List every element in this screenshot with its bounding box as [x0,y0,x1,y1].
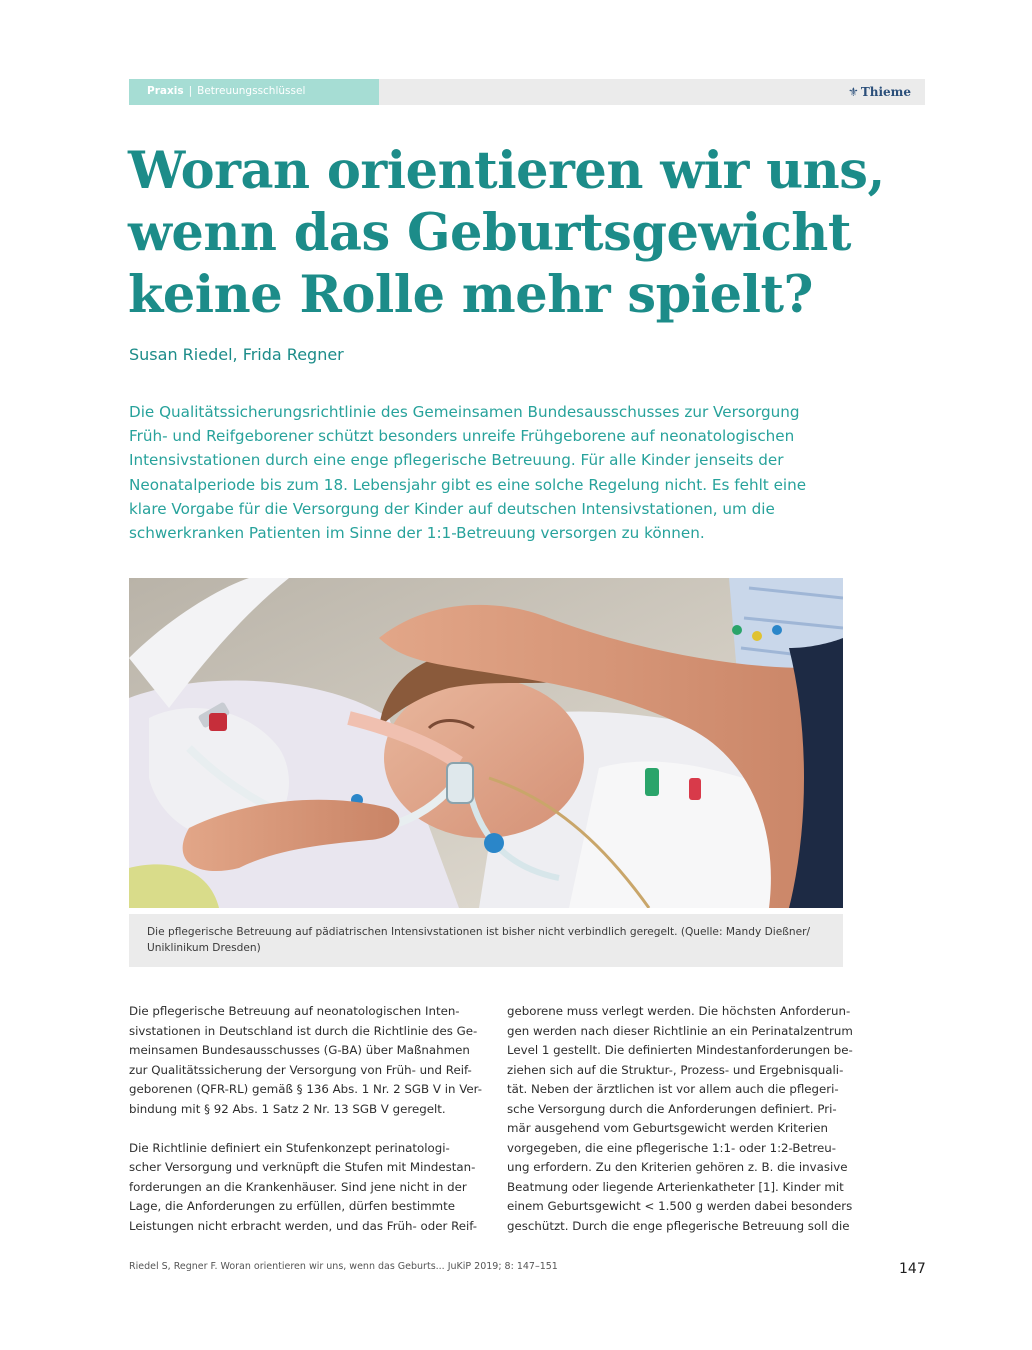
paragraph-gap [129,1119,474,1139]
body-line: Die Richtlinie definiert ein Stufenkonzept perinatologi- [129,1140,450,1155]
body-line: einem Geburtsgewicht < 1.500 g werden dabei besonders [507,1199,853,1213]
body-line: bindung mit § 92 Abs. 1 Satz 2 Nr. 13 SGB V geregelt. [129,1101,446,1116]
article-photo [129,578,843,908]
body-line: geborene muss verlegt werden. Die höchsten Anforderun- [507,1004,851,1018]
subsection-name: Betreuungsschlüssel [197,85,306,97]
caption-text [147,925,827,956]
photo-caption [129,914,843,967]
abstract-line: Neonatalperiode bis zum 18. Lebensjahr gibt es eine solche Regelung nicht. Es fehlt eine [129,475,807,494]
body-line: ung erfordern. Zu den Kriterien gehören z. B. die invasive [507,1160,848,1174]
body-line: scher Versorgung und verknüpft die Stufen mit Mindestan- [129,1160,476,1174]
body-line: vorgegeben, die eine pflegerische 1:1- oder 1:2-Betreu- [507,1140,836,1155]
body-line: geschützt. Durch die enge pflegerische Betreuung soll die [507,1218,850,1233]
section-tab [129,79,379,105]
body-line: Level 1 gestellt. Die definierten Mindestanforderungen be- [507,1043,853,1057]
body-line: Leistungen nicht erbracht werden, und das Früh- oder Reif- [129,1218,478,1233]
caption-line: Uniklinikum Dresden) [147,941,261,954]
abstract-line: Früh- und Reifgeborener schützt besonders unreife Frühgeborene auf neonatologischen [129,427,795,446]
header-bar [129,79,925,105]
abstract-line: klare Vorgabe für die Versorgung der Kinder auf deutschen Intensivstationen, um die [129,499,775,518]
paragraph [129,1002,482,1119]
footer-citation: Riedel S, Regner F. Woran orientieren wir uns, wenn das Geburts... JuKiP 2019; 8: 147–151 [129,1261,558,1272]
body-line: tät. Neben der ärztlichen ist vor allem auch die pflegeri- [507,1082,839,1096]
title-line: keine Rolle mehr spielt? [128,265,813,325]
caption-line: Die pflegerische Betreuung auf pädiatrischen Intensivstationen ist bisher nicht verbindlich geregelt. (Quelle: Mandy Dießner/ [147,926,811,938]
body-column-left [129,1002,482,1236]
body-line: Lage, die Anforderungen zu erfüllen, dürfen bestimmte [129,1199,455,1213]
thieme-logo-icon: ⚜ [848,85,859,99]
abstract-line: Intensivstationen durch eine enge pflegerische Betreuung. Für alle Kinder jenseits der [129,451,784,470]
body-line: geborenen (QFR-RL) gemäß § 136 Abs. 1 Nr. 2 SGB V in Ver- [129,1082,482,1096]
paragraph [507,1002,852,1236]
body-line: meinsamen Bundesausschusses (G-BA) über Maßnahmen [129,1043,470,1057]
section-name: Praxis [147,85,184,97]
paragraph [129,1139,478,1237]
abstract-line: Die Qualitätssicherungsrichtlinie des Gemeinsamen Bundesausschusses zur Versorgung [129,403,800,421]
title-line: wenn das Geburtsgewicht [128,203,851,263]
abstract [129,400,839,545]
photo-illustration [129,578,843,908]
title-line: Woran orientieren wir uns, [128,141,885,201]
body-line: mär ausgehend vom Geburtsgewicht werden Kriterien [507,1121,828,1135]
body-line: Die pflegerische Betreuung auf neonatologischen Inten- [129,1004,460,1018]
brand-name: Thieme [860,85,911,99]
authors: Susan Riedel, Frida Regner [129,345,344,364]
page-number: 147 [899,1261,926,1277]
article-title [128,140,928,326]
body-line: zur Qualitätssicherung der Versorgung von Früh- und Reif- [129,1062,472,1077]
body-line: gen werden nach dieser Richtlinie an ein Perinatalzentrum [507,1023,853,1038]
section-separator: | [188,85,193,97]
abstract-line: schwerkranken Patienten im Sinne der 1:1-Betreuung versorgen zu können. [129,524,705,543]
publisher-logo [848,85,911,99]
body-line: Beatmung oder liegende Arterienkatheter [1]. Kinder mit [507,1179,844,1194]
body-column-right [507,1002,852,1236]
body-line: sche Versorgung durch die Anforderungen definiert. Pri- [507,1101,837,1116]
body-line: sivstationen in Deutschland ist durch die Richtlinie des Ge- [129,1023,478,1038]
section-label [147,85,305,97]
body-line: forderungen an die Krankenhäuser. Sind jene nicht in der [129,1179,467,1194]
body-line: ziehen sich auf die Struktur-, Prozess- und Ergebnisquali- [507,1062,844,1077]
